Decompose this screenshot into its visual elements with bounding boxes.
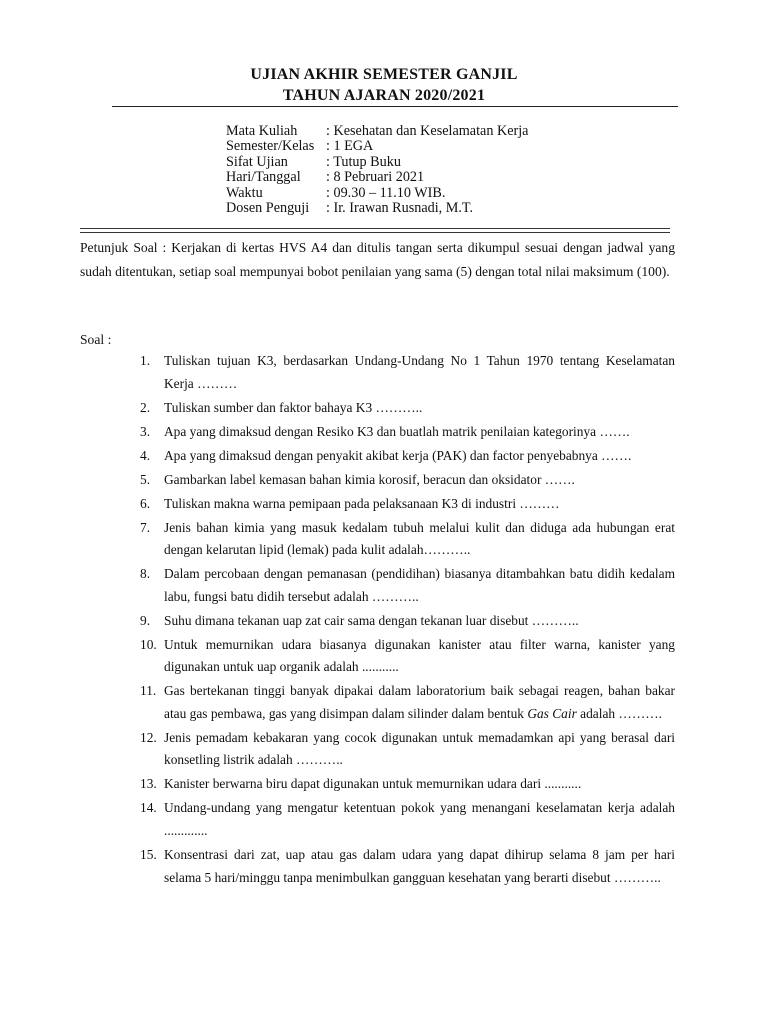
academic-year-title: TAHUN AJARAN 2020/2021 <box>282 87 486 104</box>
info-row-exam-type <box>226 155 528 170</box>
question-text: Jenis pemadam kebakaran yang cocok digunakan untuk memadamkan api yang berasal dari konsetling listrik adalah ……….. <box>164 729 675 768</box>
info-label: Hari/Tanggal <box>226 169 301 186</box>
info-row-time <box>226 186 528 201</box>
info-value: : Kesehatan dan Keselamatan Kerja <box>326 123 529 139</box>
info-value: : 8 Pebruari 2021 <box>326 169 425 186</box>
question-list <box>140 350 675 891</box>
question-item <box>140 773 675 796</box>
info-row-semester <box>226 139 528 154</box>
question-text: Gambarkan label kemasan bahan kimia korosif, beracun dan oksidator ……. <box>164 471 575 487</box>
title-divider <box>112 106 678 107</box>
exam-title: UJIAN AKHIR SEMESTER GANJIL <box>250 66 518 83</box>
question-text: Jenis bahan kimia yang masuk kedalam tubuh melalui kulit dan diduga ada hubungan erat dengan kelarutan lipid (lemak) pada kulit adalah……….. <box>164 519 675 558</box>
question-text: Dalam percobaan dengan pemanasan (pendidihan) biasanya ditambahkan batu didih kedalam labu, fungsi batu didih tersebut adalah ……….. <box>164 566 675 604</box>
question-item <box>140 727 675 772</box>
question-item <box>140 634 675 679</box>
question-item <box>140 610 675 633</box>
info-label: Waktu <box>226 184 263 201</box>
question-number: 11. <box>140 683 157 699</box>
question-number: 7. <box>140 519 151 535</box>
question-number: 6. <box>140 495 151 511</box>
info-label: Dosen Penguji <box>226 200 310 217</box>
info-row-date <box>226 170 528 185</box>
question-text: Apa yang dimaksud dengan Resiko K3 dan buatlah matrik penilaian kategorinya ……. <box>164 423 630 439</box>
question-item <box>140 397 675 420</box>
question-item <box>140 844 675 889</box>
question-number: 3. <box>140 423 151 439</box>
question-number: 1. <box>140 353 151 368</box>
question-number: 13. <box>140 776 157 792</box>
question-item <box>140 797 675 842</box>
question-text-part: Gas bertekanan tinggi banyak dipakai dalam laboratorium baik sebagai reagen, bahan bakar atau gas pembawa, gas yang disimpan dalam silinder dalam bentuk <box>164 683 675 721</box>
question-number: 10. <box>140 636 157 652</box>
question-text: Suhu dimana tekanan uap zat cair sama dengan tekanan luar disebut ……….. <box>164 612 579 628</box>
question-number: 8. <box>140 566 151 582</box>
question-text-italic: Gas Cair <box>527 705 577 721</box>
question-text: Undang-undang yang mengatur ketentuan pokok yang menangani keselamatan kerja adalah ............. <box>164 800 675 838</box>
question-text: Untuk memurnikan udara biasanya digunakan kanister atau filter warna, kanister yang digunakan untuk uap organik adalah ........... <box>164 636 675 675</box>
question-text: Konsentrasi dari zat, uap atau gas dalam udara yang dapat dihirup selama 8 jam per hari selama 5 hari/minggu tanpa menimbulkan gangguan kesehatan yang berarti disebut ……….. <box>164 846 675 885</box>
question-number: 12. <box>140 729 157 745</box>
question-text: Tuliskan makna warna pemipaan pada pelaksanaan K3 di industri ……… <box>164 495 560 511</box>
info-value: : Ir. Irawan Rusnadi, M.T. <box>326 200 474 217</box>
info-label: Semester/Kelas <box>226 138 315 155</box>
question-number: 4. <box>140 447 151 463</box>
question-number: 9. <box>140 612 151 628</box>
question-number: 5. <box>140 471 151 487</box>
question-number: 14. <box>140 800 157 816</box>
instructions-paragraph: Petunjuk Soal : Kerjakan di kertas HVS A4 dan ditulis tangan serta dikumpul sesuai dengan jadwal yang sudah ditentukan, setiap soal mempunyai bobot penilaian yang sama (5) dengan total nilai maksimum (100). <box>80 240 675 279</box>
info-value: : 09.30 – 11.10 WIB. <box>326 184 446 201</box>
question-item <box>140 563 675 608</box>
question-text: Apa yang dimaksud dengan penyakit akibat kerja (PAK) dan factor penyebabnya ……. <box>164 447 632 463</box>
exam-info-block <box>226 124 528 216</box>
question-item <box>140 445 675 468</box>
question-text: Tuliskan tujuan K3, berdasarkan Undang-Undang No 1 Tahun 1970 tentang Keselamatan Kerja ……… <box>164 353 675 391</box>
question-item <box>140 469 675 492</box>
question-number: 2. <box>140 399 151 415</box>
info-row-examiner <box>226 201 528 216</box>
question-item <box>140 493 675 516</box>
question-text-part: adalah ………. <box>576 705 662 721</box>
question-number: 15. <box>140 846 157 862</box>
info-label: Mata Kuliah <box>226 123 298 139</box>
question-item <box>140 350 675 395</box>
question-text: Kanister berwarna biru dapat digunakan untuk memurnikan udara dari ........... <box>164 776 582 792</box>
question-item <box>140 680 675 725</box>
questions-heading: Soal : <box>80 332 112 347</box>
question-item <box>140 517 675 562</box>
info-row-course <box>226 124 528 139</box>
info-value: : 1 EGA <box>326 138 374 155</box>
question-text: Tuliskan sumber dan faktor bahaya K3 ……….. <box>164 399 423 415</box>
question-text <box>164 680 675 725</box>
question-item <box>140 421 675 444</box>
info-value: : Tutup Buku <box>326 153 401 170</box>
info-label: Sifat Ujian <box>226 153 288 170</box>
double-divider <box>80 228 670 233</box>
